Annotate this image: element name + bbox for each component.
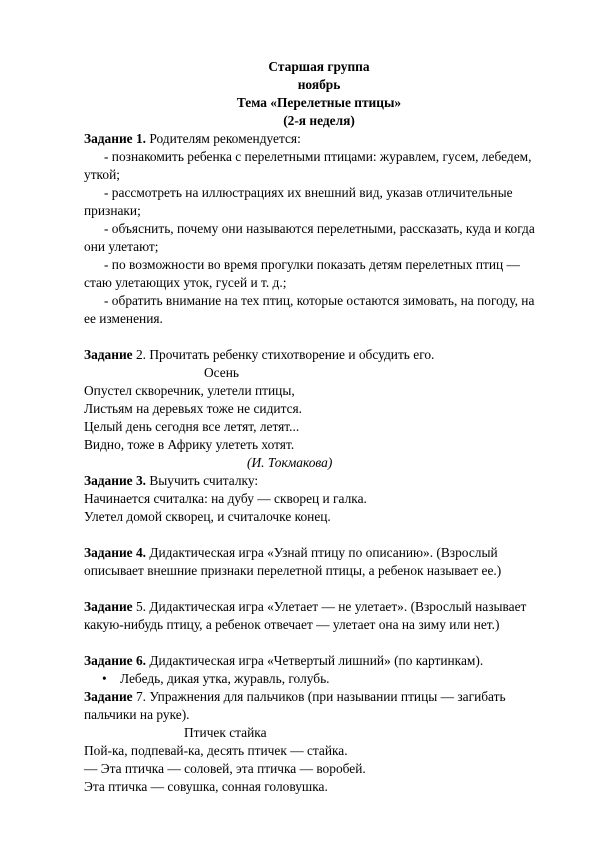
task1-line: стаю улетающих уток, гусей и т. д.; (84, 275, 287, 290)
bullet-item (84, 670, 554, 688)
task1-line: - рассмотреть на иллюстрациях их внешний вид, указав отличительные (104, 185, 513, 200)
poem-line: Целый день сегодня все летят, летят... (84, 419, 300, 434)
task5-heading (84, 598, 554, 616)
poem-line: Эта птичка — совушка, сонная головушка. (84, 779, 328, 794)
task1-label: Задание 1. (84, 131, 146, 146)
task7-line: пальчики на руке). (84, 707, 190, 722)
poem-title: Осень (204, 365, 239, 380)
task4-heading (84, 544, 554, 562)
task1-line: - познакомить ребенка с перелетными птицами: журавлем, гусем, лебедем, (104, 149, 532, 164)
task6-heading (84, 652, 554, 670)
task6-text: Дидактическая игра «Четвертый лишний» (по картинкам). (146, 653, 484, 668)
document-page (84, 58, 554, 796)
rhyme-line: Улетел домой скворец, и считалочке конец. (84, 509, 331, 524)
bullet-icon: • (102, 671, 107, 686)
task2-text: 2. Прочитать ребенку стихотворение и обсудить его. (132, 347, 435, 362)
poem-line: Пой-ка, подпевай-ка, десять птичек — стайка. (84, 743, 348, 758)
week-title: (2-я неделя) (283, 113, 355, 128)
task3-label: Задание 3. (84, 473, 146, 488)
rhyme-line: Начинается считалка: на дубу — скворец и галка. (84, 491, 367, 506)
task3-text: Выучить считалку: (146, 473, 259, 488)
task4-text: Дидактическая игра «Узнай птицу по описанию». (Взрослый (146, 545, 498, 560)
theme-title: Тема «Перелетные птицы» (236, 95, 402, 110)
task1-line: - обратить внимание на тех птиц, которые остаются зимовать, на погоду, на (104, 293, 535, 308)
poem-line: Видно, тоже в Африку улететь хотят. (84, 437, 295, 452)
task5-label: Задание (84, 599, 133, 614)
task1-line: уткой; (84, 167, 120, 182)
poem-line: — Эта птичка — соловей, эта птичка — воробей. (84, 761, 366, 776)
poem-title: Птичек стайка (184, 725, 267, 740)
task1-line: ее изменения. (84, 311, 163, 326)
task2-heading (84, 346, 554, 364)
task7-label: Задание (84, 689, 133, 704)
task3-heading (84, 472, 554, 490)
task7-text: 7. Упражнения для пальчиков (при назывании птицы — загибать (132, 689, 506, 704)
task1-line: - объяснить, почему они называются перелетными, рассказать, куда и когда (104, 221, 535, 236)
task4-line: описывает внешние признаки перелетной птицы, а ребенок называет ее.) (84, 563, 502, 578)
task1-heading (84, 130, 554, 148)
task1-line: они улетают; (84, 239, 159, 254)
month-title: ноябрь (297, 77, 341, 92)
task1-line: признаки; (84, 203, 141, 218)
poem-line: Листьям на деревьях тоже не сидится. (84, 401, 303, 416)
task1-line: - по возможности во время прогулки показать детям перелетных птиц — (104, 257, 520, 272)
task5-line: какую-нибудь птицу, а ребенок отвечает — улетает она на зиму или нет.) (84, 617, 500, 632)
bullet-text: Лебедь, дикая утка, журавль, голубь. (120, 671, 330, 686)
task5-text: 5. Дидактическая игра «Улетает — не улетает». (Взрослый называет (132, 599, 527, 614)
task2-label: Задание (84, 347, 133, 362)
task4-label: Задание 4. (84, 545, 146, 560)
group-title: Старшая группа (268, 59, 370, 74)
task7-heading (84, 688, 554, 706)
task1-intro: Родителям рекомендуется: (146, 131, 301, 146)
poem-author: (И. Токмакова) (247, 455, 333, 470)
poem-line: Опустел скворечник, улетели птицы, (84, 383, 295, 398)
task6-label: Задание 6. (84, 653, 146, 668)
